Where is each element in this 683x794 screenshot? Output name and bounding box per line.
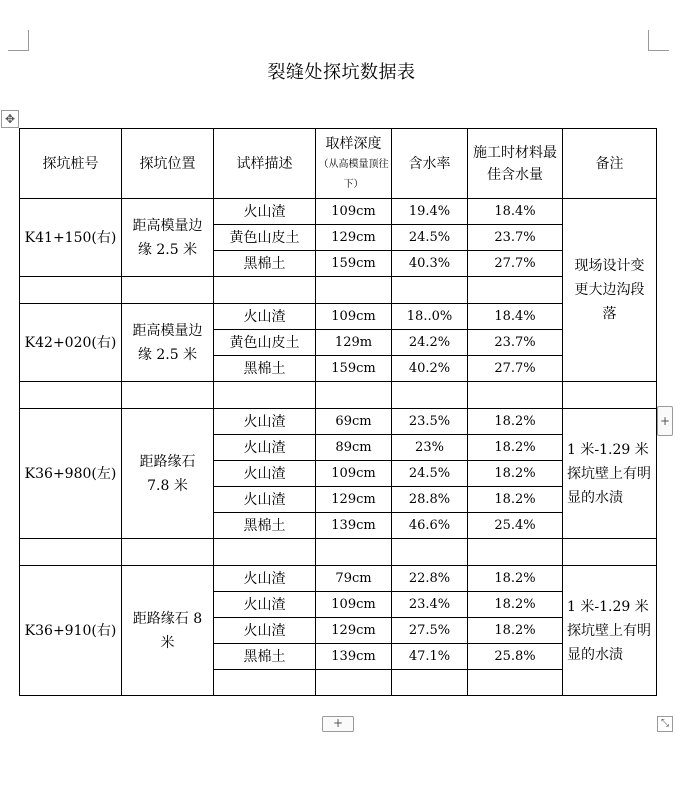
empty-cell — [468, 670, 563, 696]
empty-cell — [468, 382, 563, 409]
page-corner-top-right — [648, 30, 669, 51]
remark-cell: 1 米-1.29 米探坑壁上有明显的水渍 — [563, 566, 657, 696]
header-row — [20, 129, 657, 199]
sample-cell: 黄色山皮土 — [214, 225, 316, 251]
sample-cell: 火山渣 — [214, 199, 316, 225]
sample-cell: 火山渣 — [214, 461, 316, 487]
depth-cell: 159cm — [316, 356, 392, 382]
optimum-cell: 18.2% — [468, 461, 563, 487]
position-cell: 距路缘石 7.8 米 — [122, 409, 214, 539]
moisture-cell: 28.8% — [392, 487, 468, 513]
moisture-cell: 22.8% — [392, 566, 468, 592]
depth-cell: 139cm — [316, 513, 392, 539]
pit-data-table — [19, 128, 657, 696]
sample-cell: 火山渣 — [214, 435, 316, 461]
empty-cell — [122, 277, 214, 304]
sample-cell: 火山渣 — [214, 592, 316, 618]
empty-cell — [316, 277, 392, 304]
header-depth-label: 取样深度 — [325, 135, 382, 152]
moisture-cell: 24.5% — [392, 225, 468, 251]
moisture-cell: 23.4% — [392, 592, 468, 618]
header-sample: 试样描述 — [214, 129, 316, 199]
empty-cell — [122, 539, 214, 566]
empty-cell — [392, 277, 468, 304]
depth-cell: 109cm — [316, 304, 392, 330]
pile-cell: K41+150(右) — [20, 199, 122, 277]
optimum-cell: 25.8% — [468, 644, 563, 670]
sample-cell: 火山渣 — [214, 409, 316, 435]
optimum-cell: 18.2% — [468, 435, 563, 461]
header-position: 探坑位置 — [122, 129, 214, 199]
table-resize-icon[interactable]: ⤡ — [657, 716, 673, 732]
sample-cell: 黑棉土 — [214, 644, 316, 670]
header-moisture: 含水率 — [392, 129, 468, 199]
depth-cell: 109cm — [316, 461, 392, 487]
depth-cell: 139cm — [316, 644, 392, 670]
table-row — [20, 409, 657, 435]
depth-cell: 109cm — [316, 592, 392, 618]
depth-cell: 129cm — [316, 225, 392, 251]
moisture-cell: 23% — [392, 435, 468, 461]
optimum-cell: 27.7% — [468, 251, 563, 277]
pile-cell: K36+910(右) — [20, 566, 122, 696]
sample-cell: 黄色山皮土 — [214, 330, 316, 356]
empty-cell — [392, 539, 468, 566]
depth-cell: 129m — [316, 330, 392, 356]
depth-cell: 129cm — [316, 487, 392, 513]
header-pile: 探坑桩号 — [20, 129, 122, 199]
moisture-cell: 47.1% — [392, 644, 468, 670]
optimum-cell: 25.4% — [468, 513, 563, 539]
depth-cell: 159cm — [316, 251, 392, 277]
empty-cell — [468, 277, 563, 304]
optimum-cell: 18.2% — [468, 566, 563, 592]
empty-cell — [214, 670, 316, 696]
empty-cell — [468, 539, 563, 566]
optimum-cell: 18.4% — [468, 304, 563, 330]
position-cell: 距高模量边缘 2.5 米 — [122, 304, 214, 382]
depth-cell: 109cm — [316, 199, 392, 225]
sample-cell: 火山渣 — [214, 487, 316, 513]
empty-cell — [563, 382, 657, 409]
table-row — [20, 566, 657, 592]
header-optimum: 施工时材料最佳含水量 — [468, 129, 563, 199]
header-remark: 备注 — [563, 129, 657, 199]
spacer-row — [20, 382, 657, 409]
pile-cell: K36+980(左) — [20, 409, 122, 539]
sample-cell: 火山渣 — [214, 618, 316, 644]
optimum-cell: 18.2% — [468, 592, 563, 618]
spacer-row — [20, 539, 657, 566]
position-cell: 距高模量边缘 2.5 米 — [122, 199, 214, 277]
moisture-cell: 27.5% — [392, 618, 468, 644]
header-depth — [316, 129, 392, 199]
depth-cell: 79cm — [316, 566, 392, 592]
moisture-cell: 40.3% — [392, 251, 468, 277]
empty-cell — [214, 382, 316, 409]
document-title: 裂缝处探坑数据表 — [267, 62, 416, 83]
spacer-row — [20, 277, 657, 304]
empty-cell — [214, 277, 316, 304]
sample-cell: 黑棉土 — [214, 251, 316, 277]
optimum-cell: 18.2% — [468, 487, 563, 513]
empty-cell — [563, 539, 657, 566]
moisture-cell: 40.2% — [392, 356, 468, 382]
moisture-cell: 18..0% — [392, 304, 468, 330]
sample-cell: 黑棉土 — [214, 356, 316, 382]
empty-cell — [392, 670, 468, 696]
empty-cell — [122, 382, 214, 409]
sample-cell: 黑棉土 — [214, 513, 316, 539]
empty-cell — [316, 539, 392, 566]
page-corner-top-left — [8, 30, 29, 51]
sample-cell: 火山渣 — [214, 304, 316, 330]
optimum-cell: 23.7% — [468, 225, 563, 251]
table-row — [20, 199, 657, 225]
moisture-cell: 46.6% — [392, 513, 468, 539]
header-depth-note: （从高模量顶往下） — [318, 158, 389, 190]
remark-cell: 1 米-1.29 米探坑壁上有明显的水渍 — [563, 409, 657, 539]
add-column-button[interactable]: + — [657, 406, 673, 436]
empty-cell — [392, 382, 468, 409]
empty-cell — [214, 539, 316, 566]
moisture-cell: 24.5% — [392, 461, 468, 487]
empty-cell — [20, 277, 122, 304]
empty-cell — [20, 382, 122, 409]
empty-cell — [316, 670, 392, 696]
optimum-cell: 18.2% — [468, 618, 563, 644]
depth-cell: 69cm — [316, 409, 392, 435]
depth-cell: 89cm — [316, 435, 392, 461]
table-move-handle-icon[interactable]: ✥ — [1, 110, 19, 128]
position-cell: 距路缘石 8 米 — [122, 566, 214, 696]
moisture-cell: 24.2% — [392, 330, 468, 356]
optimum-cell: 18.4% — [468, 199, 563, 225]
table-row — [20, 304, 657, 330]
moisture-cell: 19.4% — [392, 199, 468, 225]
add-row-button[interactable]: + — [322, 716, 354, 732]
sample-cell: 火山渣 — [214, 566, 316, 592]
optimum-cell: 27.7% — [468, 356, 563, 382]
optimum-cell: 18.2% — [468, 409, 563, 435]
pile-cell: K42+020(右) — [20, 304, 122, 382]
empty-cell — [20, 539, 122, 566]
moisture-cell: 23.5% — [392, 409, 468, 435]
empty-cell — [316, 382, 392, 409]
optimum-cell: 23.7% — [468, 330, 563, 356]
depth-cell: 129cm — [316, 618, 392, 644]
remark-cell: 现场设计变更大边沟段落 — [563, 199, 657, 382]
